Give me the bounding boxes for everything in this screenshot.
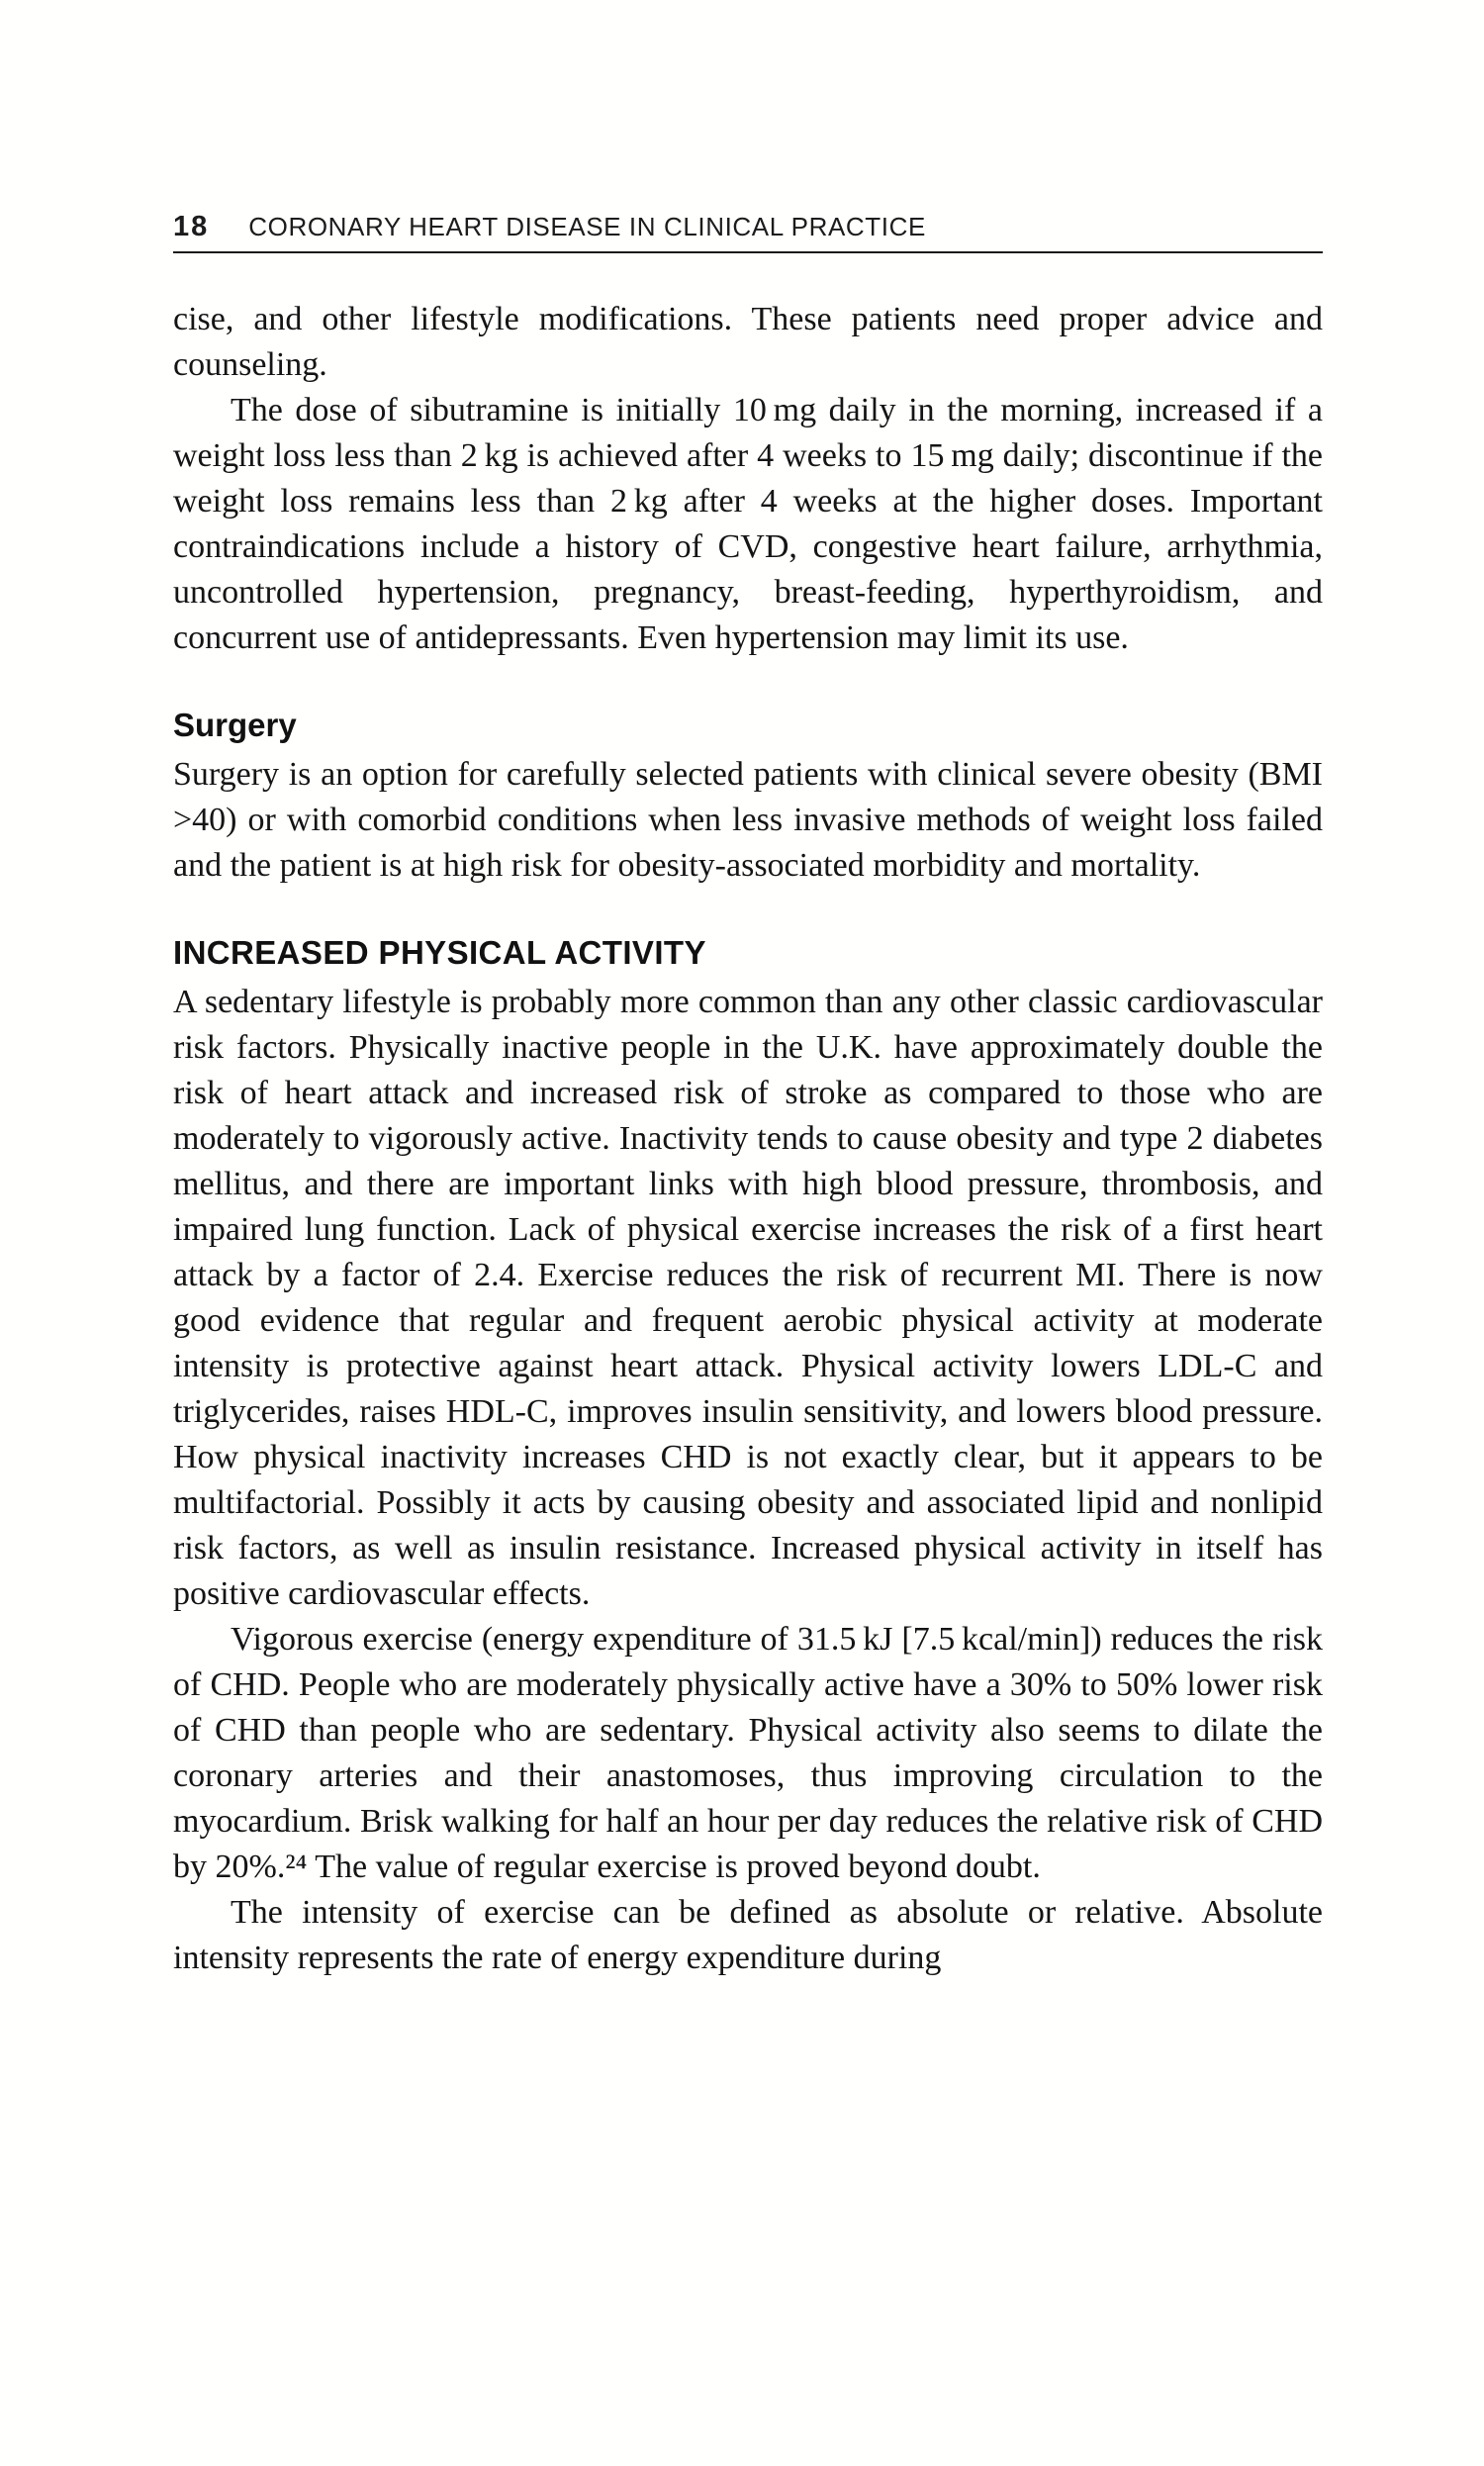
header-rule	[173, 251, 1323, 253]
subsection-heading: Surgery	[173, 707, 297, 743]
paragraph: Vigorous exercise (energy expenditure of 31.5 kJ [7.5 kcal/min]) reduces the risk of CHD. People who are moderately physically active have a 30% to 50% lower risk of CHD than people who are sedentary. Physical activity also seems to dilate the coronary arteries and their anastomoses, thus improving circulation to the myocardium. Brisk walking for half an hour per day reduces the relative risk of CHD by 20%.²⁴ The value of regular exercise is proved beyond doubt.	[173, 1621, 1323, 1885]
paragraph: cise, and other lifestyle modifications. These patients need proper advice and counseling.	[173, 301, 1323, 383]
section-heading: INCREASED PHYSICAL ACTIVITY	[173, 934, 706, 971]
paragraph: The intensity of exercise can be defined as absolute or relative. Absolute intensity represents the rate of energy expenditure during	[173, 1894, 1323, 1976]
page-content	[173, 297, 1323, 1981]
page-number: 18	[173, 211, 210, 242]
paragraph: A sedentary lifestyle is probably more common than any other classic cardiovascular risk factors. Physically inactive people in the U.K. have approximately double the risk of heart attack and increased risk of stroke as compared to those who are moderately to vigorously active. Inactivity tends to cause obesity and type 2 diabetes mellitus, and there are important links with high blood pressure, thrombosis, and impaired lung function. Lack of physical exercise increases the risk of a first heart attack by a factor of 2.4. Exercise reduces the risk of recurrent MI. There is now good evidence that regular and frequent aerobic physical activity at moderate intensity is protective against heart attack. Physical activity lowers LDL-C and triglycerides, raises HDL-C, improves insulin sensitivity, and lowers blood pressure. How physical inactivity increases CHD is not exactly clear, but it appears to be multifactorial. Possibly it acts by causing obesity and associated lipid and nonlipid risk factors, as well as insulin resistance. Increased physical activity in itself has positive cardiovascular effects.	[173, 984, 1323, 1612]
paragraph: The dose of sibutramine is initially 10 mg daily in the morning, increased if a weight loss less than 2 kg is achieved after 4 weeks to 15 mg daily; discontinue if the weight loss remains less than 2 kg after 4 weeks at the higher doses. Important contraindications include a history of CVD, congestive heart failure, arrhythmia, uncontrolled hypertension, pregnancy, breast-feeding, hyperthyroidism, and concurrent use of antidepressants. Even hypertension may limit its use.	[173, 392, 1323, 656]
running-header	[173, 211, 1323, 243]
paragraph: Surgery is an option for carefully selected patients with clinical severe obesity (BMI >40) or with comorbid conditions when less invasive methods of weight loss failed and the patient is at high risk for obesity-associated morbidity and mortality.	[173, 756, 1323, 884]
running-title: CORONARY HEART DISEASE IN CLINICAL PRACTICE	[248, 212, 926, 241]
